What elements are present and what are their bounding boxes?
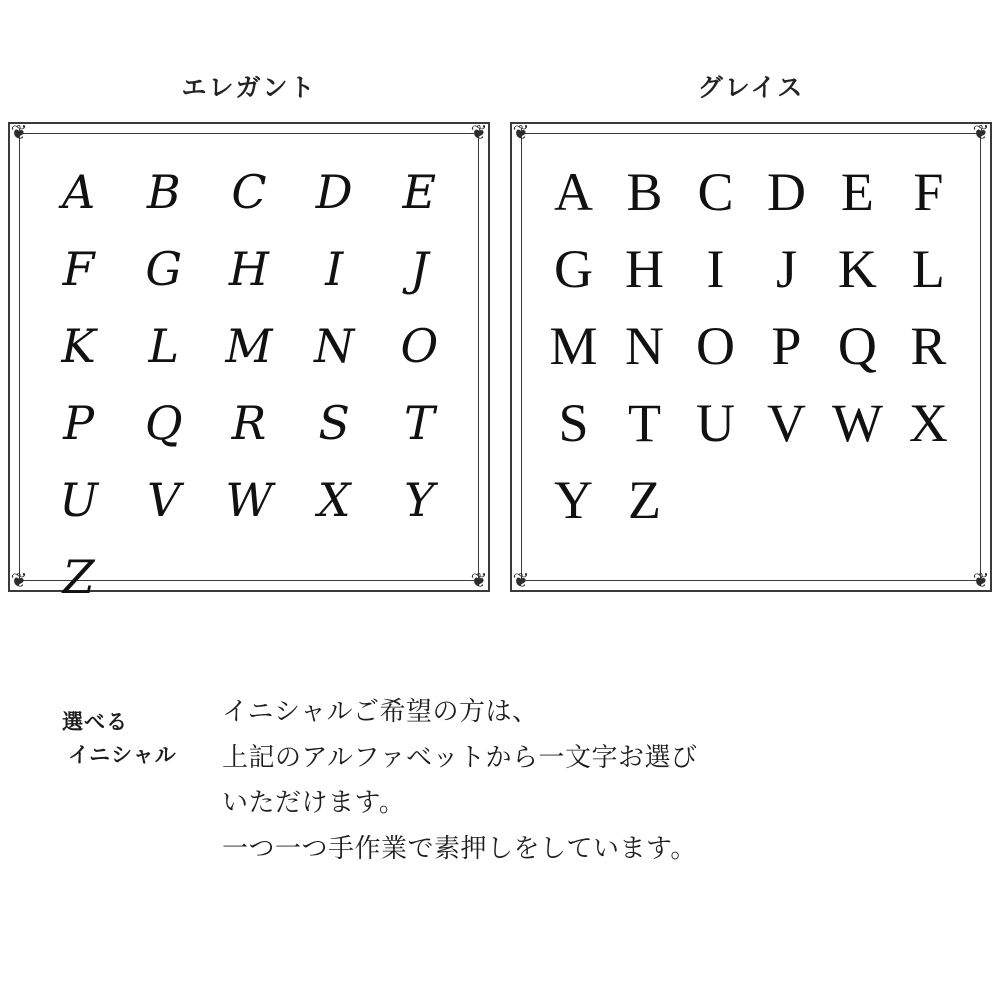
letter-glyph: G xyxy=(553,239,593,299)
letter-glyph: C xyxy=(231,165,267,219)
corner-ornament-icon: ❦ xyxy=(512,122,530,144)
letter-glyph: S xyxy=(318,396,350,450)
corner-ornament-icon: ❦ xyxy=(470,122,488,144)
letter-glyph: X xyxy=(908,393,948,453)
letter-glyph: H xyxy=(228,242,270,296)
letter-glyph: H xyxy=(624,239,664,299)
letter-glyph: G xyxy=(145,242,183,296)
note-label xyxy=(62,690,222,872)
letter-glyph: U xyxy=(695,393,735,453)
letter-glyph: F xyxy=(62,242,95,296)
note-line: イニシャルご希望の方は、 xyxy=(222,697,539,727)
letter-glyph: A xyxy=(61,165,96,219)
letter-glyph: O xyxy=(400,319,439,373)
letter-glyph: W xyxy=(225,473,273,527)
letter-glyph: C xyxy=(697,162,734,222)
panel-title-elegant: エレガント xyxy=(181,73,317,102)
letter-glyph: Z xyxy=(62,550,95,604)
letter-glyph: B xyxy=(146,165,181,219)
letter-glyph: P xyxy=(771,316,802,376)
letter-glyph: B xyxy=(626,162,663,222)
letter-glyph: F xyxy=(913,162,944,222)
note-body xyxy=(222,690,697,872)
letter-glyph: Y xyxy=(404,473,435,527)
corner-ornament-icon: ❦ xyxy=(972,122,990,144)
letter-glyph: D xyxy=(315,165,353,219)
letter-glyph: V xyxy=(147,473,181,527)
note-line: 一つ一つ手作業で素押しをしています。 xyxy=(222,833,697,864)
letter-glyph: R xyxy=(231,396,267,450)
panel-title-grace: グレイス xyxy=(697,73,805,102)
letter-glyph: I xyxy=(325,242,344,296)
letter-glyph: Z xyxy=(627,470,661,530)
corner-ornament-icon: ❦ xyxy=(470,570,488,592)
letter-glyph: J xyxy=(775,239,797,299)
panel-elegant xyxy=(8,0,490,604)
note-line: 上記のアルファベットから一文字お選び xyxy=(222,742,698,773)
letter-glyph: N xyxy=(624,316,664,376)
alphabet-frame-grace xyxy=(510,122,992,592)
corner-ornament-icon: ❦ xyxy=(10,122,28,144)
corner-ornament-icon: ❦ xyxy=(512,570,530,592)
letter-glyph: M xyxy=(549,316,598,376)
corner-ornament-icon: ❦ xyxy=(972,570,990,592)
note-line: いただけます。 xyxy=(222,788,406,818)
letter-glyph: T xyxy=(404,396,435,450)
letter-glyph: Q xyxy=(837,316,877,376)
initial-note xyxy=(0,690,1000,872)
letter-glyph: D xyxy=(766,162,806,222)
note-label-line2: イニシャル xyxy=(68,742,177,767)
letter-glyph: V xyxy=(766,393,806,453)
letter-glyph: R xyxy=(910,316,947,376)
letter-glyph: T xyxy=(627,393,661,453)
alphabet-grid-grace xyxy=(538,154,964,560)
letter-glyph: J xyxy=(410,242,429,296)
letter-glyph: M xyxy=(225,319,273,373)
alphabet-grid-elegant xyxy=(36,154,462,604)
letter-glyph: L xyxy=(148,319,180,373)
letter-glyph: S xyxy=(558,393,589,453)
letter-glyph: Q xyxy=(144,396,183,450)
letter-glyph: Y xyxy=(553,470,593,530)
alphabet-frame-elegant xyxy=(8,122,490,604)
corner-ornament-icon: ❦ xyxy=(10,570,28,592)
letter-glyph: I xyxy=(706,239,725,299)
note-label-line1: 選べる xyxy=(62,710,128,734)
letter-glyph: L xyxy=(911,239,945,299)
panel-grace xyxy=(510,0,992,592)
letter-glyph: N xyxy=(314,319,355,373)
letter-glyph: E xyxy=(840,162,874,222)
letter-glyph: U xyxy=(59,473,98,527)
letter-glyph: X xyxy=(317,473,351,527)
letter-glyph: P xyxy=(63,396,95,450)
letter-glyph: K xyxy=(61,319,96,373)
letter-glyph: E xyxy=(402,165,437,219)
letter-glyph: K xyxy=(837,239,877,299)
letter-glyph: W xyxy=(831,393,883,453)
letter-glyph: O xyxy=(695,316,735,376)
letter-glyph: A xyxy=(553,162,593,222)
